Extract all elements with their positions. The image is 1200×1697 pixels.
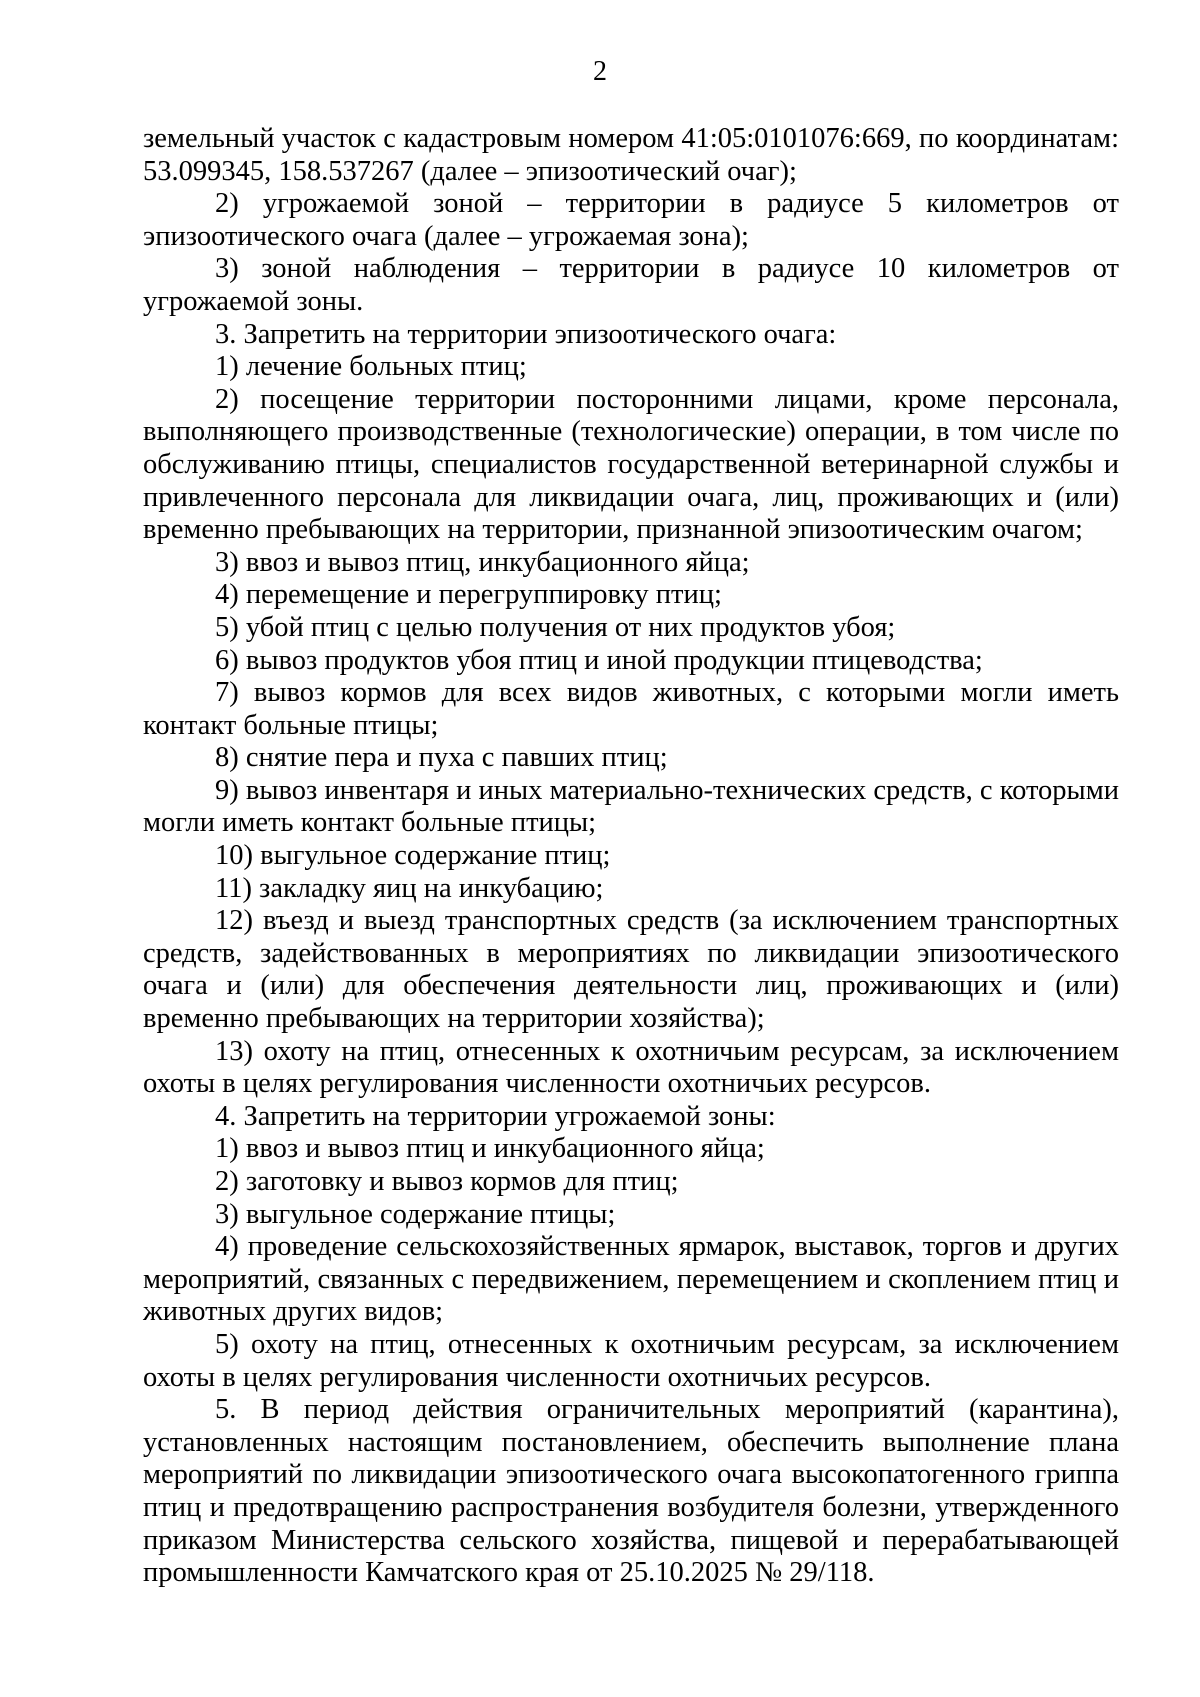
list-item: 3) выгульное содержание птицы; [215, 1198, 616, 1230]
list-item: 5) охоту на птиц, отнесенных к охотничьим ресурсам, за исключением охоты в целях регулирования численности охотничьих ресурсов. [143, 1328, 1119, 1393]
list-item: 2) посещение территории посторонними лицами, кроме персонала, выполняющего производственные (технологические) операции, в том числе по обслуживанию птицы, специалистов государственной ветеринарной службы и привлеченного персонала для ликвидации очага, лиц, проживающих и (или) временно пребывающих на территории, признанной эпизоотическим очагом; [143, 383, 1119, 546]
paragraph-continuation: земельный участок с кадастровым номером 41:05:0101076:669, по координатам: 53.099345, 158.537267 (далее – эпизоотический очаг); [143, 123, 1119, 187]
list-item: 1) лечение больных птиц; [215, 351, 527, 383]
list-item: 9) вывоз инвентаря и иных материально-технических средств, с которыми могли иметь контакт больные птицы; [143, 774, 1119, 839]
paragraph-observation-zone-definition: 3) зоной наблюдения – территории в радиусе 10 километров от угрожаемой зоны. [143, 253, 1119, 317]
document-body [143, 123, 1119, 1590]
list-item: 5) убой птиц с целью получения от них продуктов убоя; [215, 611, 896, 643]
paragraph-section-3-heading: 3. Запретить на территории эпизоотического очага: [215, 318, 837, 350]
list-item: 8) снятие пера и пуха с павших птиц; [215, 742, 668, 774]
paragraph-section-5: 5. В период действия ограничительных мероприятий (карантина), установленных настоящим постановлением, обеспечить выполнение плана мероприятий по ликвидации эпизоотического очага высокопатогенного гриппа птиц и предотвращению распространения возбудителя болезни, утвержденного приказом Министерства сельского хозяйства, пищевой и перерабатывающей промышленности Камчатского края от 25.10.2025 № 29/118. [143, 1394, 1119, 1589]
list-item: 4) перемещение и перегруппировку птиц; [215, 579, 722, 611]
paragraph-section-4-heading: 4. Запретить на территории угрожаемой зоны: [215, 1100, 776, 1132]
list-item: 13) охоту на птиц, отнесенных к охотничьим ресурсам, за исключением охоты в целях регулирования численности охотничьих ресурсов. [143, 1035, 1119, 1100]
list-item: 3) ввоз и вывоз птиц, инкубационного яйца; [215, 546, 750, 578]
list-item: 7) вывоз кормов для всех видов животных, с которыми могли иметь контакт больные птицы; [143, 677, 1119, 741]
list-item: 12) въезд и выезд транспортных средств (за исключением транспортных средств, задействованных в мероприятиях по ликвидации эпизоотического очага и (или) для обеспечения деятельности лиц, проживающих и (или) временно пребывающих на территории хозяйства); [143, 905, 1119, 1035]
list-item: 10) выгульное содержание птиц; [215, 840, 611, 872]
list-item: 11) закладку яиц на инкубацию; [215, 872, 604, 904]
page-number: 2 [593, 56, 607, 87]
list-item: 2) заготовку и вывоз кормов для птиц; [215, 1166, 679, 1197]
paragraph-threatened-zone-definition: 2) угрожаемой зоной – территории в радиусе 5 километров от эпизоотического очага (далее – угрожаемая зона); [143, 188, 1119, 252]
list-item: 4) проведение сельскохозяйственных ярмарок, выставок, торгов и других мероприятий, связанных с передвижением, перемещением и скоплением птиц и животных других видов; [143, 1231, 1119, 1328]
list-item: 1) ввоз и вывоз птиц и инкубационного яйца; [215, 1133, 765, 1165]
list-item: 6) вывоз продуктов убоя птиц и иной продукции птицеводства; [215, 644, 983, 676]
